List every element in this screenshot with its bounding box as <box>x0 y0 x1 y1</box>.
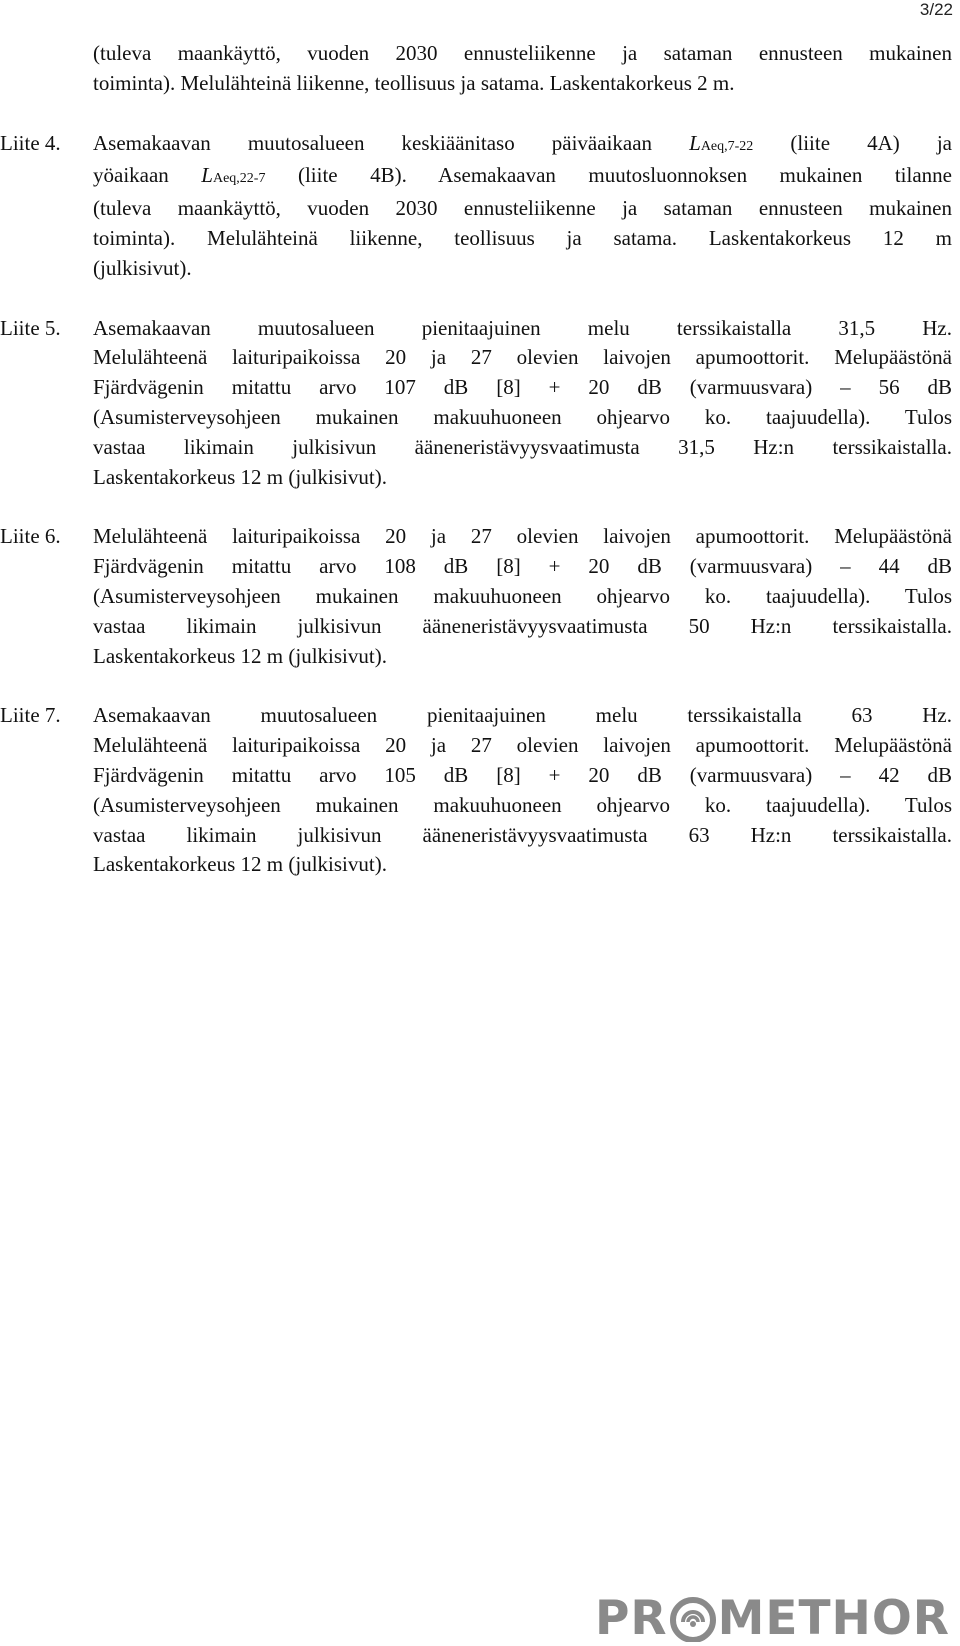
appendix-4-line-2-pre: yöaikaan <box>93 163 169 188</box>
appendix-7-line-2: Melulähteenä laituripaikoissa 20 ja 27 olevien laivojen apumoottorit. Melupäästönä <box>93 733 952 758</box>
logo-text-left: PR <box>594 1590 668 1646</box>
laeq-night-L: L <box>201 163 213 188</box>
appendix-4-label: Liite 4. <box>0 130 61 155</box>
appendix-4-line-1-post: (liite 4A) ja <box>790 130 953 155</box>
appendix-5-line-2: Melulähteenä laituripaikoissa 20 ja 27 olevien laivojen apumoottorit. Melupäästönä <box>93 345 952 370</box>
document-body <box>0 39 952 910</box>
laeq-night-symbol <box>201 163 265 187</box>
appendix-6-text <box>93 522 952 671</box>
appendix-7-line-6: Laskentakorkeus 12 m (julkisivut). <box>93 852 387 877</box>
laeq-day-symbol <box>689 131 753 155</box>
appendix-7-line-4: (Asumisterveysohjeen mukainen makuuhuoneen ohjearvo ko. taajuudella). Tulos <box>93 792 952 817</box>
appendix-6-line-3: (Asumisterveysohjeen mukainen makuuhuoneen ohjearvo ko. taajuudella). Tulos <box>93 583 952 608</box>
logo-text-right: METHOR <box>717 1590 950 1646</box>
appendix-5 <box>0 314 952 493</box>
appendix-4-line-2 <box>93 161 952 194</box>
appendix-4-line-1-pre: Asemakaavan muutosalueen keskiäänitaso päiväaikaan <box>93 130 653 155</box>
appendix-7-line-1: Asemakaavan muutosalueen pienitaajuinen melu terssikaistalla 63 Hz. <box>93 703 952 728</box>
appendix-7 <box>0 701 952 880</box>
appendix-6-line-4: vastaa likimain julkisivun ääneneristävyysvaatimusta 50 Hz:n terssikaistalla. <box>93 613 952 638</box>
appendix-6-line-1: Melulähteenä laituripaikoissa 20 ja 27 olevien laivojen apumoottorit. Melupäästönä <box>93 524 952 549</box>
laeq-day-L: L <box>689 130 701 155</box>
intro-continuation <box>0 39 952 99</box>
appendix-4 <box>0 129 952 284</box>
appendix-6-label: Liite 6. <box>0 524 61 549</box>
appendix-5-line-6: Laskentakorkeus 12 m (julkisivut). <box>93 464 387 489</box>
intro-line-1: (tuleva maankäyttö, vuoden 2030 ennusteliikenne ja sataman ennusteen mukainen <box>93 41 952 65</box>
appendix-7-text <box>93 701 952 880</box>
appendix-6-line-5: Laskentakorkeus 12 m (julkisivut). <box>93 643 387 668</box>
appendix-4-line-4: toiminta). Melulähteinä liikenne, teollisuus ja satama. Laskentakorkeus 12 m <box>93 225 952 250</box>
intro-text <box>93 39 952 99</box>
appendix-4-line-5: (julkisivut). <box>93 255 192 280</box>
laeq-night-subscript: Aeq,22-7 <box>212 171 266 187</box>
laeq-day-subscript: Aeq,7-22 <box>700 138 754 154</box>
appendix-7-line-3: Fjärdvägenin mitattu arvo 105 dB [8] + 20 dB (varmuusvara) – 42 dB <box>93 762 952 787</box>
page-number: 3/22 <box>919 0 953 19</box>
signal-o-icon <box>669 1594 717 1642</box>
appendix-7-label: Liite 7. <box>0 703 61 728</box>
appendix-5-line-5: vastaa likimain julkisivun ääneneristävyysvaatimusta 31,5 Hz:n terssikaistalla. <box>93 434 952 459</box>
appendix-5-line-3: Fjärdvägenin mitattu arvo 107 dB [8] + 20 dB (varmuusvara) – 56 dB <box>93 375 952 400</box>
appendix-5-line-1: Asemakaavan muutosalueen pienitaajuinen melu terssikaistalla 31,5 Hz. <box>93 315 952 340</box>
appendix-6 <box>0 522 952 671</box>
appendix-5-line-4: (Asumisterveysohjeen mukainen makuuhuoneen ohjearvo ko. taajuudella). Tulos <box>93 404 952 429</box>
appendix-4-line-2-post: (liite 4B). Asemakaavan muutosluonnoksen mukainen tilanne <box>297 163 952 188</box>
appendix-4-line-3: (tuleva maankäyttö, vuoden 2030 ennusteliikenne ja sataman ennusteen mukainen <box>93 196 952 221</box>
appendix-6-line-2: Fjärdvägenin mitattu arvo 108 dB [8] + 20 dB (varmuusvara) – 44 dB <box>93 554 952 579</box>
appendix-4-text <box>93 129 952 284</box>
intro-line-2: toiminta). Melulähteinä liikenne, teollisuus ja satama. Laskentakorkeus 2 m. <box>93 70 735 95</box>
appendix-7-line-5: vastaa likimain julkisivun ääneneristävyysvaatimusta 63 Hz:n terssikaistalla. <box>93 822 952 847</box>
appendix-5-text <box>93 314 952 493</box>
appendix-5-label: Liite 5. <box>0 315 61 340</box>
appendix-4-line-1 <box>93 129 952 162</box>
promethor-logo <box>594 1590 950 1646</box>
